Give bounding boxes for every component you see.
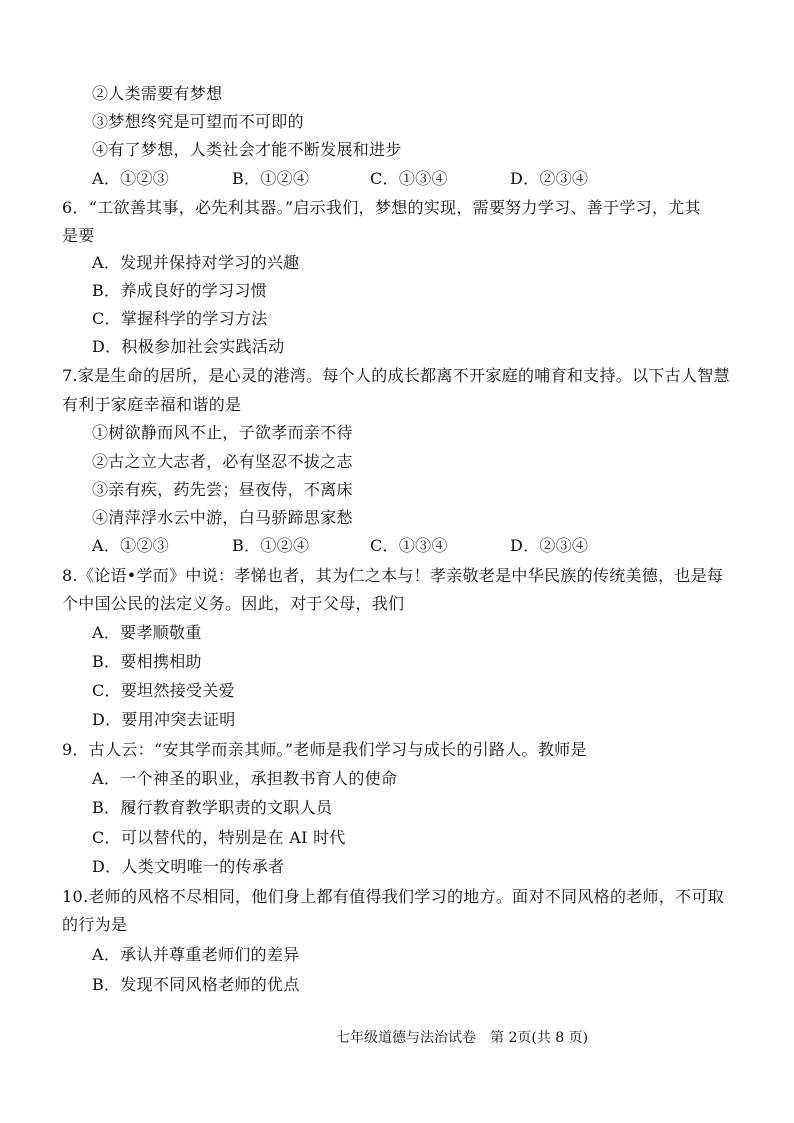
q8-option-a: A．要孝顺敬重 <box>92 623 202 642</box>
page-footer: 七年级道德与法治试卷 第 2页(共 8 页) <box>336 1030 589 1046</box>
q6-stem-line1: 6．“工欲善其事，必先利其器。”启示我们，梦想的实现，需要努力学习、善于学习，尤其 <box>62 198 701 217</box>
q7-option-c: C．①③④ <box>370 536 448 555</box>
q8-option-c: C．要坦然接受关爱 <box>92 681 235 700</box>
q6-stem-line2: 是要 <box>62 226 95 245</box>
q5-option-a: A．①②③ <box>92 169 170 188</box>
q9-option-b: B．履行教育教学职责的文职人员 <box>92 798 333 817</box>
q5-item-3: ③梦想终究是可望而不可即的 <box>92 112 304 131</box>
q7-option-a: A．①②③ <box>92 536 170 555</box>
q10-option-a: A．承认并尊重老师们的差异 <box>92 945 300 964</box>
q7-item-1: ①树欲静而风不止，子欲孝而亲不待 <box>92 423 353 442</box>
q5-option-d: D．②③④ <box>510 169 589 188</box>
q8-option-d: D．要用冲突去证明 <box>92 710 236 729</box>
q7-item-4: ④清萍浮水云中游，白马骄蹄思家愁 <box>92 508 353 527</box>
q7-option-b: B．①②④ <box>232 536 310 555</box>
q9-option-d: D．人类文明唯一的传承者 <box>92 857 285 876</box>
q7-item-3: ③亲有疾，药先尝；昼夜侍，不离床 <box>92 480 353 499</box>
q5-item-2: ②人类需要有梦想 <box>92 84 223 103</box>
q7-option-d: D．②③④ <box>510 536 589 555</box>
q10-option-b: B．发现不同风格老师的优点 <box>92 975 300 994</box>
q5-option-b: B．①②④ <box>232 169 310 188</box>
q7-stem-line2: 有利于家庭幸福和谐的是 <box>62 395 242 414</box>
q9-stem-line1: 9．古人云：“安其学而亲其师。”老师是我们学习与成长的引路人。教师是 <box>62 740 587 759</box>
q9-option-a: A．一个神圣的职业，承担教书育人的使命 <box>92 769 398 788</box>
q8-stem-line1: 8.《论语•学而》中说：孝悌也者，其为仁之本与！孝亲敬老是中华民族的传统美德，也是每 <box>62 566 724 585</box>
q6-option-c: C．掌握科学的学习方法 <box>92 309 268 328</box>
q6-option-b: B．养成良好的学习习惯 <box>92 281 268 300</box>
q7-item-2: ②古之立大志者，必有坚忍不拔之志 <box>92 452 353 471</box>
q7-stem-line1: 7.家是生命的居所，是心灵的港湾。每个人的成长都离不开家庭的哺育和支持。以下古人智慧 <box>62 366 730 385</box>
q5-option-c: C．①③④ <box>370 169 448 188</box>
q6-option-d: D．积极参加社会实践活动 <box>92 337 285 356</box>
q5-item-4: ④有了梦想，人类社会才能不断发展和进步 <box>92 140 402 159</box>
q10-stem-line2: 的行为是 <box>62 915 128 934</box>
q10-stem-line1: 10.老师的风格不尽相同，他们身上都有值得我们学习的地方。面对不同风格的老师，不可取 <box>62 887 725 906</box>
q9-option-c: C．可以替代的，特别是在 AI 时代 <box>92 828 346 847</box>
q8-option-b: B．要相携相助 <box>92 652 202 671</box>
q8-stem-line2: 个中国公民的法定义务。因此，对于父母，我们 <box>62 594 405 613</box>
q6-option-a: A．发现并保持对学习的兴趣 <box>92 253 300 272</box>
